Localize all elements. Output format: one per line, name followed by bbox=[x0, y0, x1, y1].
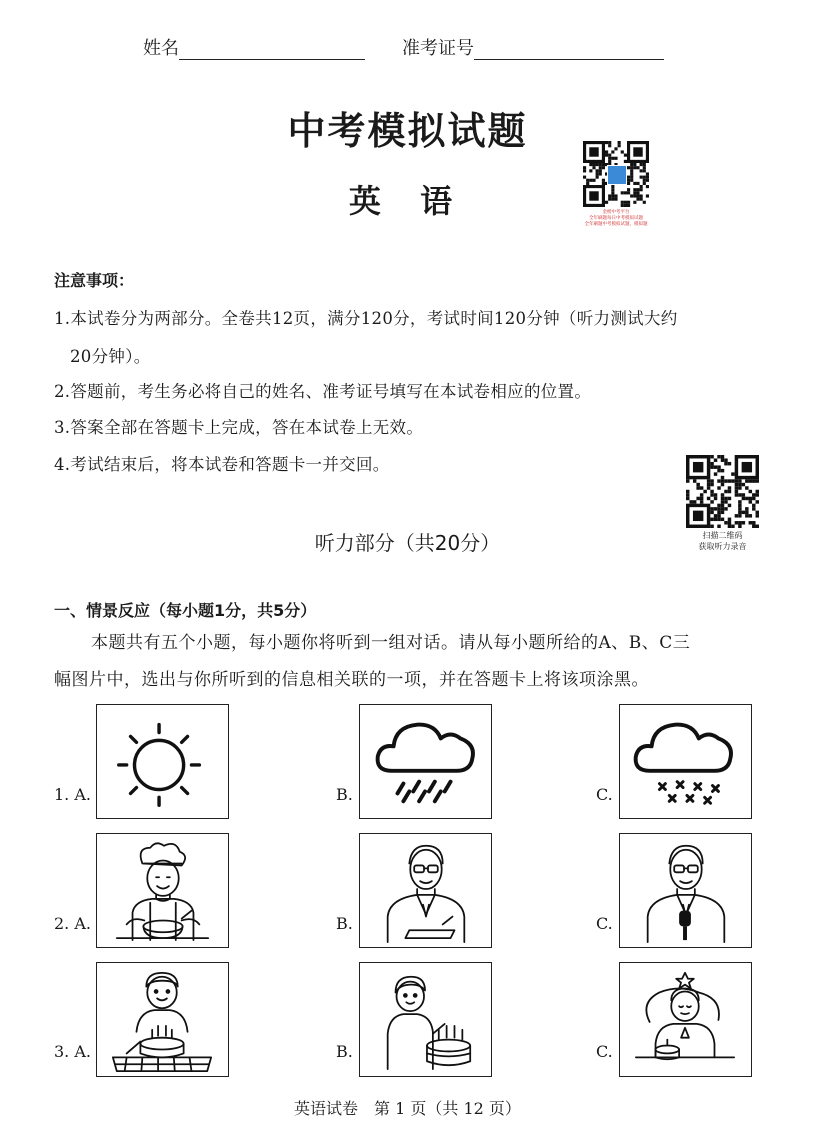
exam-title: 中考模拟试题 bbox=[287, 109, 528, 153]
subject-title: 英 语 bbox=[348, 182, 467, 220]
qr-code-top[interactable] bbox=[583, 141, 649, 207]
q1-option-b-picture[interactable] bbox=[359, 704, 492, 819]
q3-b-label: B. bbox=[336, 1042, 353, 1061]
q1-b-label: B. bbox=[336, 785, 353, 804]
chef-cooking bbox=[97, 834, 228, 947]
man-writing bbox=[360, 834, 491, 947]
note-1-cont: 20分钟）。 bbox=[70, 347, 151, 366]
boy-making-wish bbox=[620, 963, 751, 1076]
page-footer: 英语试卷 第 1 页（共 12 页） bbox=[294, 1099, 521, 1118]
part1-instruction-1: 本题共有五个小题，每小题你将听到一组对话。请从每小题所给的A、B、C三 bbox=[91, 633, 691, 653]
note-1: 1.本试卷分为两部分。全卷共12页，满分120分，考试时间120分钟（听力测试大约 bbox=[54, 309, 678, 328]
boy-cutting-cake bbox=[97, 963, 228, 1076]
q2-a-label: 2. A. bbox=[54, 914, 91, 933]
qr-top-caption: 金榜中考平台 全年刷题每日中考模拟试题 全年刷题中考模拟试题、模拟题 bbox=[584, 210, 648, 227]
part1-instruction-2: 幅图片中，选出与你所听到的信息相关联的一项，并在答题卡上将该项涂黑。 bbox=[54, 670, 649, 690]
id-field bbox=[402, 34, 664, 60]
name-field bbox=[143, 34, 365, 60]
q2-b-label: B. bbox=[336, 914, 353, 933]
q1-option-c-picture[interactable] bbox=[619, 704, 752, 819]
rain-cloud-icon bbox=[360, 705, 491, 818]
q2-option-b-picture[interactable] bbox=[359, 833, 492, 948]
note-3: 3.答案全部在答题卡上完成，答在本试卷上无效。 bbox=[54, 418, 424, 437]
q1-option-a-picture[interactable] bbox=[96, 704, 229, 819]
q2-option-a-picture[interactable] bbox=[96, 833, 229, 948]
part1-heading: 一、情景反应（每小题1分，共5分） bbox=[54, 601, 317, 620]
q3-option-b-picture[interactable] bbox=[359, 962, 492, 1077]
snow-cloud-icon bbox=[620, 705, 751, 818]
q1-a-label: 1. A. bbox=[54, 785, 91, 804]
notes-heading: 注意事项： bbox=[54, 271, 135, 290]
q3-option-c-picture[interactable] bbox=[619, 962, 752, 1077]
q3-c-label: C. bbox=[596, 1042, 613, 1061]
qr-code-audio[interactable] bbox=[686, 455, 759, 528]
listening-section-title: 听力部分（共20分） bbox=[314, 531, 501, 555]
boy-lighting-candles bbox=[360, 963, 491, 1076]
q3-a-label: 3. A. bbox=[54, 1042, 91, 1061]
note-2: 2.答题前，考生务必将自己的姓名、准考证号填写在本试卷相应的位置。 bbox=[54, 382, 592, 401]
sun-icon bbox=[97, 705, 228, 818]
qr-code-icon bbox=[686, 455, 759, 528]
qr-audio-caption: 扫描二维码 获取听力录音 bbox=[698, 531, 747, 551]
man-with-microphone bbox=[620, 834, 751, 947]
note-4: 4.考试结束后，将本试卷和答题卡一并交回。 bbox=[54, 455, 390, 474]
q1-c-label: C. bbox=[596, 785, 613, 804]
id-label: 准考证号 bbox=[402, 38, 474, 59]
q2-c-label: C. bbox=[596, 914, 613, 933]
id-blank[interactable] bbox=[474, 37, 664, 60]
name-label: 姓名 bbox=[143, 38, 179, 59]
qr-logo-icon bbox=[607, 165, 627, 185]
q3-option-a-picture[interactable] bbox=[96, 962, 229, 1077]
q2-option-c-picture[interactable] bbox=[619, 833, 752, 948]
name-blank[interactable] bbox=[179, 37, 365, 60]
